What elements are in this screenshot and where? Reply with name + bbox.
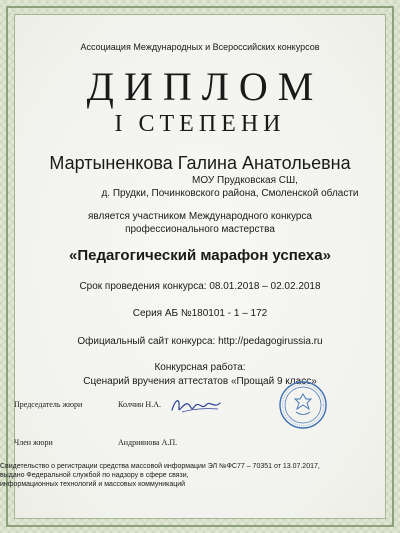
org-line-1: МОУ Прудковская СШ, (192, 175, 298, 186)
period-value: 08.01.2018 – 02.02.2018 (209, 281, 321, 292)
participation-description (22, 210, 378, 236)
footer-line-3: информационных технологий и массовых коммуникаций (0, 481, 186, 488)
diploma-degree: I СТЕПЕНИ (114, 111, 286, 137)
registration-footer (0, 462, 400, 489)
chair-signature-row (0, 394, 400, 424)
diploma-title: ДИПЛОМ (86, 64, 324, 109)
signature-block (0, 394, 400, 454)
association-name: Ассоциация Международных и Всероссийских конкурсов (80, 42, 320, 52)
signature-icon (168, 394, 224, 416)
footer-line-1: Свидетельство о регистрации средства массовой информации ЭЛ №ФС77 – 70351 от 13.07.2017, (0, 463, 320, 470)
contest-site (22, 335, 378, 349)
footer-line-2: выдано Федеральной службой по надзору в сфере связи, (0, 472, 189, 479)
work-title: Сценарий вручения аттестатов «Прощай 9 класс» (83, 376, 317, 387)
seal-icon (278, 380, 328, 430)
org-line-2: д. Прудки, Починковского района, Смоленской области (101, 188, 359, 199)
member-signature-row (0, 424, 400, 454)
site-link[interactable]: http://pedagogirussia.ru (218, 336, 323, 347)
member-name: Андриянова А.П. (118, 438, 178, 447)
contest-period (22, 280, 378, 294)
site-label: Официальный сайт конкурса: (77, 336, 216, 347)
description-line-2: профессионального мастерства (125, 224, 275, 235)
work-label: Конкурсная работа: (154, 362, 246, 373)
contest-name: «Педагогический марафон успеха» (69, 247, 331, 264)
member-role: Член жюри (14, 438, 53, 447)
recipient-name: Мартыненкова Галина Анатольевна (49, 153, 351, 173)
recipient-organization (22, 174, 378, 200)
certificate-series: Серия АБ №180101 - 1 – 172 (132, 308, 268, 319)
chair-role: Председатель жюри (14, 400, 83, 409)
period-label: Срок проведения конкурса: (79, 281, 207, 292)
chair-name: Колчин Н.А. (118, 400, 161, 409)
description-line-1: является участником Международного конкурса (88, 211, 312, 222)
